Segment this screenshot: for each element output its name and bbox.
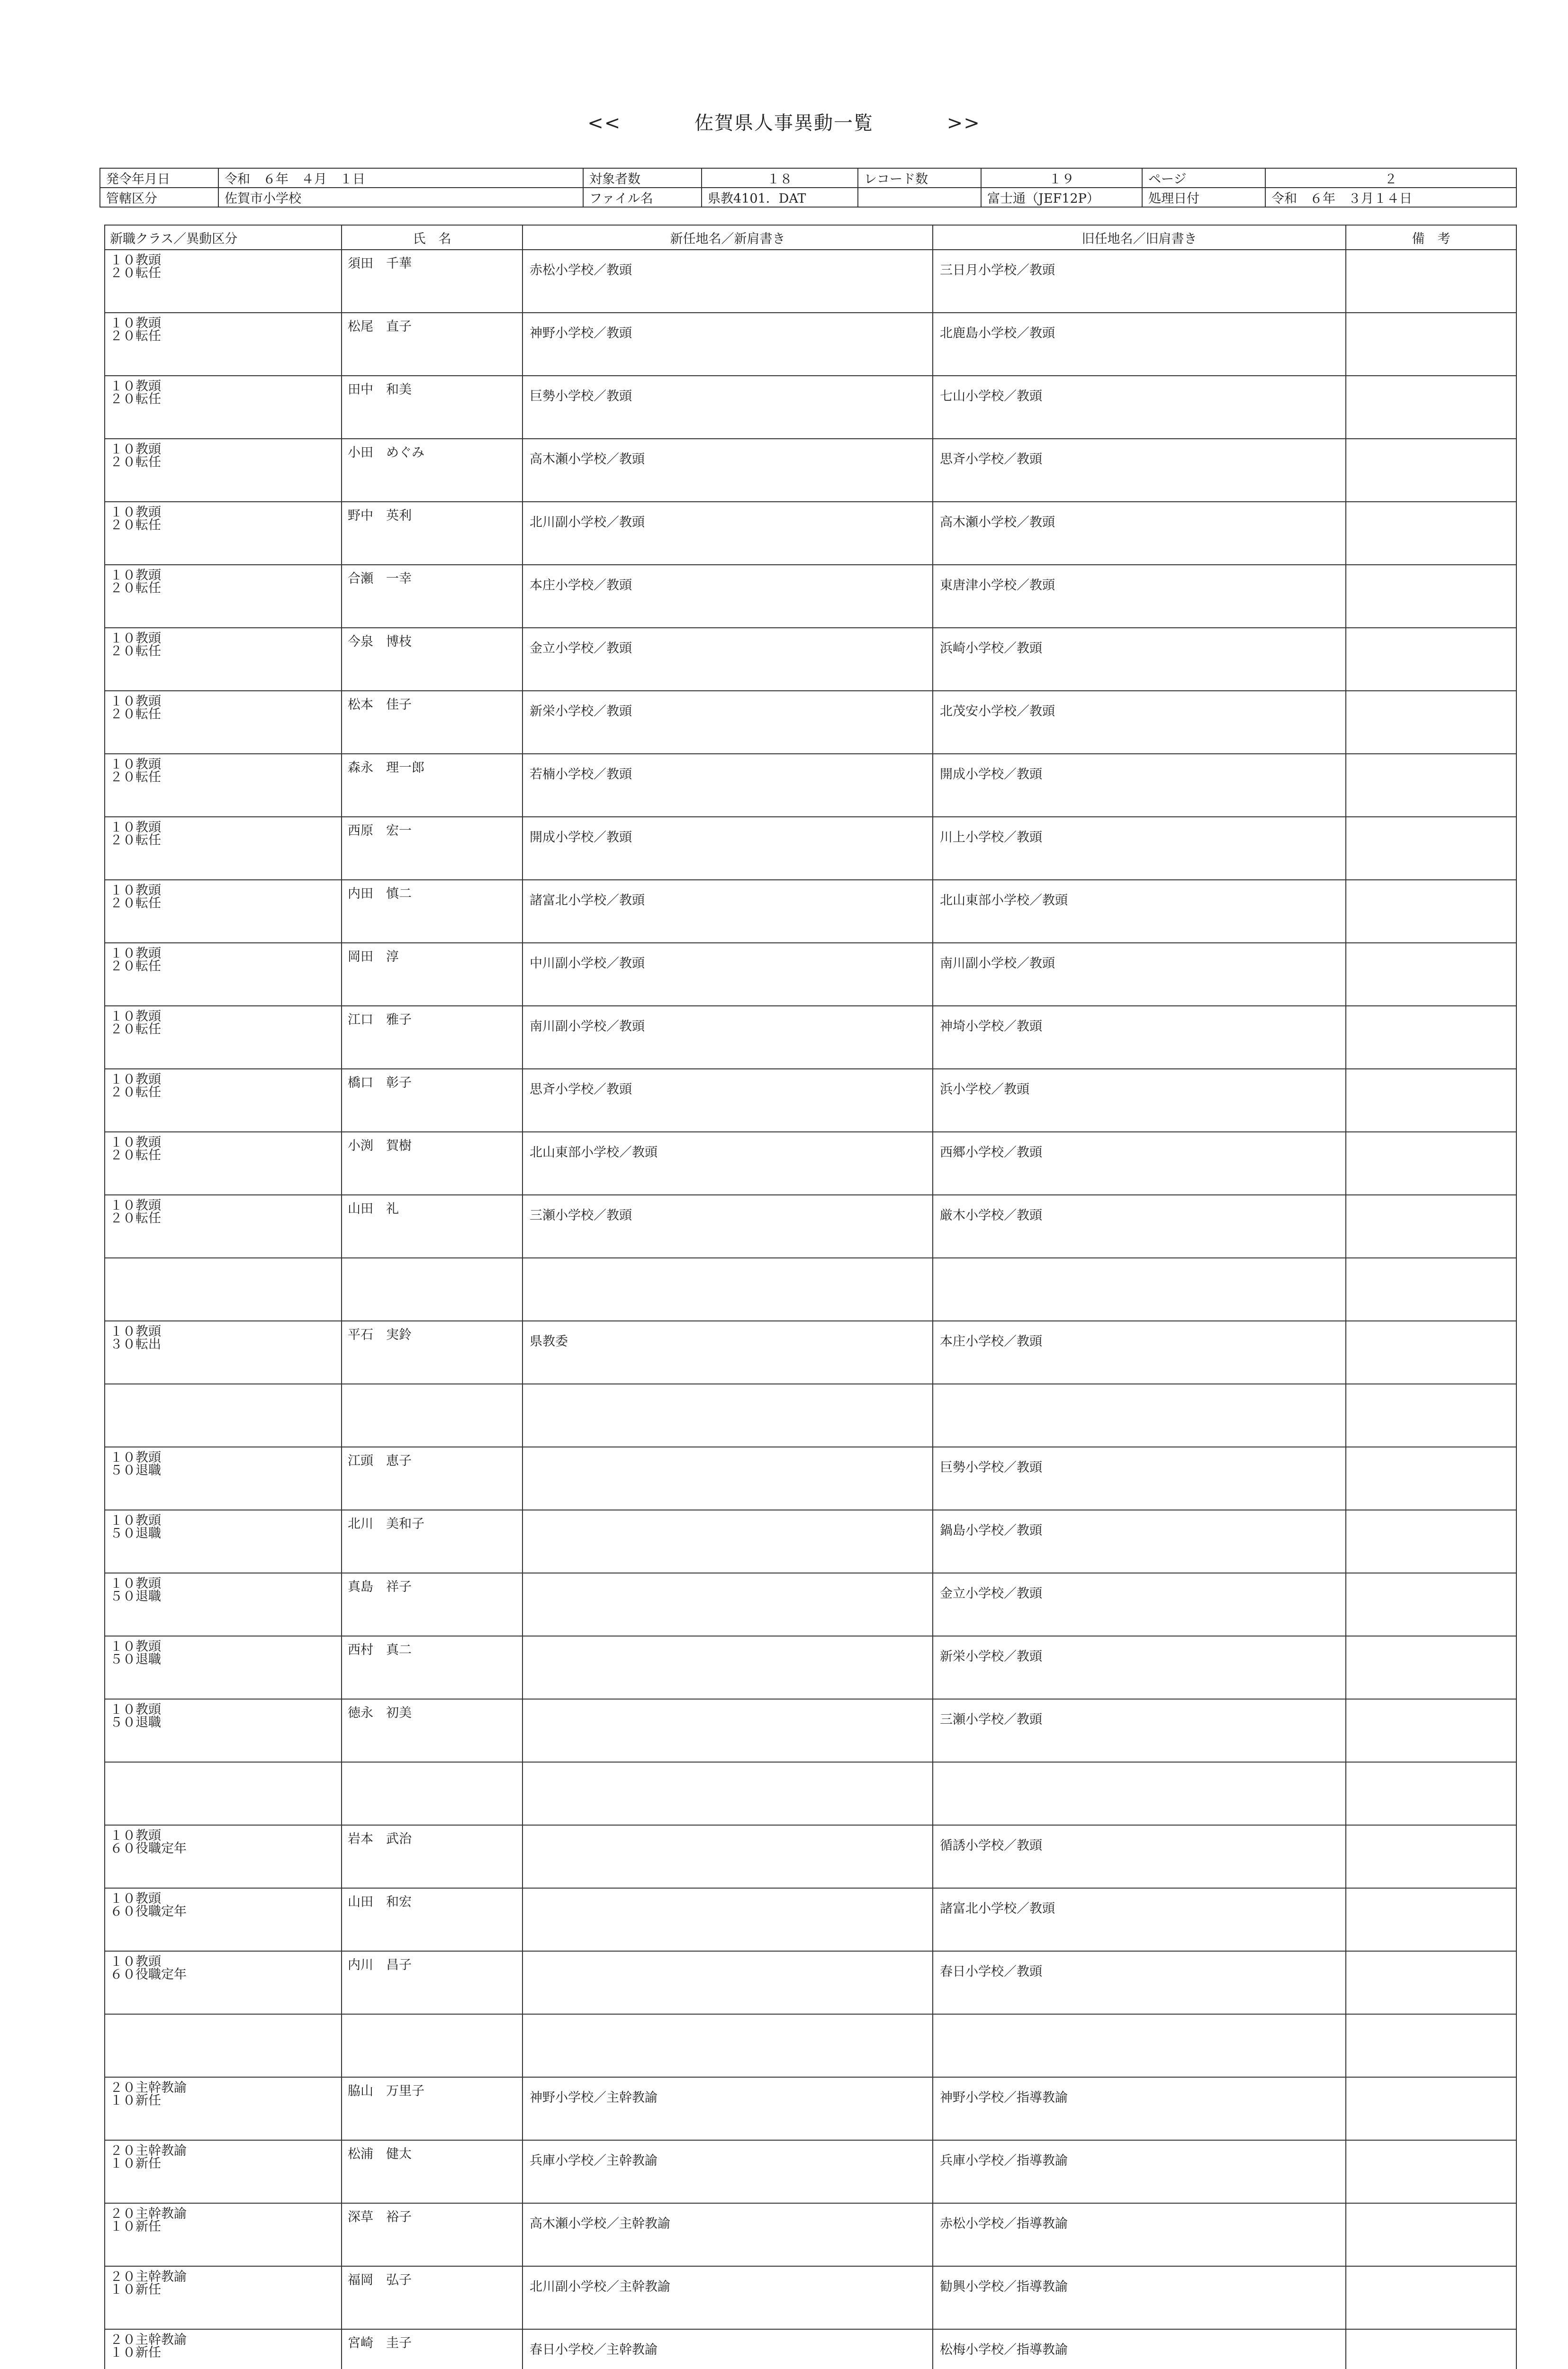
class-cell: ２０主幹教諭 １０新任 (105, 2077, 342, 2140)
table-row (105, 1951, 1516, 2014)
table-row (105, 250, 1516, 313)
header-value: ２ (1265, 168, 1516, 188)
old-post-cell: 北山東部小学校／教頭 (933, 880, 1346, 943)
old-post-cell: 浜崎小学校／教頭 (933, 628, 1346, 691)
table-row (105, 313, 1516, 376)
name-cell: 須田 千華 (342, 250, 523, 313)
table-header-row (105, 225, 1516, 250)
table-row (105, 754, 1516, 817)
header-label: ページ (1142, 168, 1265, 188)
old-post-cell: 赤松小学校／指導教諭 (933, 2203, 1346, 2266)
remarks-cell (1346, 565, 1516, 628)
column-header-class: 新職クラス／異動区分 (105, 225, 342, 250)
new-post-cell (523, 1762, 933, 1825)
old-post-cell: 兵庫小学校／指導教諭 (933, 2140, 1346, 2203)
name-cell: 岡田 淳 (342, 943, 523, 1006)
new-post-cell: 開成小学校／教頭 (523, 817, 933, 880)
column-header-remarks: 備 考 (1346, 225, 1516, 250)
transfer-table (104, 225, 1517, 2369)
name-cell (342, 2014, 523, 2077)
name-cell: 江口 雅子 (342, 1006, 523, 1069)
header-row-1 (100, 168, 1516, 188)
name-cell: 宮崎 圭子 (342, 2329, 523, 2369)
remarks-cell (1346, 1762, 1516, 1825)
old-post-cell: 循誘小学校／教頭 (933, 1825, 1346, 1888)
table-row (105, 2266, 1516, 2329)
old-post-cell: 高木瀬小学校／教頭 (933, 502, 1346, 565)
new-post-cell: 中川副小学校／教頭 (523, 943, 933, 1006)
class-cell: １０教頭 ２０転任 (105, 1006, 342, 1069)
remarks-cell (1346, 1447, 1516, 1510)
table-row (105, 691, 1516, 754)
title-right-mark: >> (946, 112, 981, 134)
remarks-cell (1346, 1636, 1516, 1699)
table-row (105, 1699, 1516, 1762)
class-cell: １０教頭 ２０転任 (105, 439, 342, 502)
remarks-cell (1346, 1825, 1516, 1888)
table-row (105, 628, 1516, 691)
table-row (105, 943, 1516, 1006)
new-post-cell: 南川副小学校／教頭 (523, 1006, 933, 1069)
table-row (105, 1321, 1516, 1384)
remarks-cell (1346, 439, 1516, 502)
remarks-cell (1346, 1006, 1516, 1069)
class-cell: １０教頭 ２０転任 (105, 250, 342, 313)
new-post-cell: 新栄小学校／教頭 (523, 691, 933, 754)
header-row-2 (100, 188, 1516, 207)
remarks-cell (1346, 313, 1516, 376)
old-post-cell: 三瀬小学校／教頭 (933, 1699, 1346, 1762)
new-post-cell (523, 1888, 933, 1951)
new-post-cell: 若楠小学校／教頭 (523, 754, 933, 817)
class-cell (105, 1258, 342, 1321)
old-post-cell: 神野小学校／指導教諭 (933, 2077, 1346, 2140)
old-post-cell: 巨勢小学校／教頭 (933, 1447, 1346, 1510)
new-post-cell (523, 2014, 933, 2077)
new-post-cell: 高木瀬小学校／主幹教諭 (523, 2203, 933, 2266)
remarks-cell (1346, 817, 1516, 880)
new-post-cell: 三瀬小学校／教頭 (523, 1195, 933, 1258)
name-cell: 平石 実鈴 (342, 1321, 523, 1384)
new-post-cell: 春日小学校／主幹教諭 (523, 2329, 933, 2369)
remarks-cell (1346, 1573, 1516, 1636)
new-post-cell: 諸富北小学校／教頭 (523, 880, 933, 943)
old-post-cell: 西郷小学校／教頭 (933, 1132, 1346, 1195)
class-cell: ２０主幹教諭 １０新任 (105, 2203, 342, 2266)
new-post-cell: 神野小学校／主幹教諭 (523, 2077, 933, 2140)
new-post-cell: 本庄小学校／教頭 (523, 565, 933, 628)
class-cell: １０教頭 ２０転任 (105, 313, 342, 376)
class-cell: １０教頭 ５０退職 (105, 1699, 342, 1762)
table-row (105, 1195, 1516, 1258)
old-post-cell: 北鹿島小学校／教頭 (933, 313, 1346, 376)
new-post-cell (523, 1825, 933, 1888)
class-cell (105, 2014, 342, 2077)
table-row (105, 2329, 1516, 2369)
new-post-cell (523, 1258, 933, 1321)
new-post-cell: 思斉小学校／教頭 (523, 1069, 933, 1132)
class-cell: １０教頭 ２０転任 (105, 1195, 342, 1258)
name-cell (342, 1384, 523, 1447)
table-row (105, 2140, 1516, 2203)
table-row (105, 1825, 1516, 1888)
old-post-cell: 金立小学校／教頭 (933, 1573, 1346, 1636)
name-cell: 福岡 弘子 (342, 2266, 523, 2329)
name-cell: 江頭 恵子 (342, 1447, 523, 1510)
old-post-cell: 川上小学校／教頭 (933, 817, 1346, 880)
table-row (105, 817, 1516, 880)
old-post-cell: 松梅小学校／指導教諭 (933, 2329, 1346, 2369)
name-cell: 田中 和美 (342, 376, 523, 439)
new-post-cell: 赤松小学校／教頭 (523, 250, 933, 313)
name-cell: 山田 和宏 (342, 1888, 523, 1951)
new-post-cell (523, 1384, 933, 1447)
remarks-cell (1346, 691, 1516, 754)
class-cell: １０教頭 ６０役職定年 (105, 1825, 342, 1888)
name-cell: 今泉 博枝 (342, 628, 523, 691)
name-cell: 合瀬 一幸 (342, 565, 523, 628)
table-row (105, 1762, 1516, 1825)
header-value: １８ (702, 168, 858, 188)
remarks-cell (1346, 1510, 1516, 1573)
class-cell: １０教頭 ２０転任 (105, 754, 342, 817)
page-title (0, 108, 1568, 135)
class-cell: １０教頭 ２０転任 (105, 376, 342, 439)
new-post-cell (523, 1510, 933, 1573)
class-cell: １０教頭 ２０転任 (105, 1069, 342, 1132)
old-post-cell: 浜小学校／教頭 (933, 1069, 1346, 1132)
name-cell: 松本 佳子 (342, 691, 523, 754)
class-cell: １０教頭 ６０役職定年 (105, 1951, 342, 2014)
old-post-cell: 北茂安小学校／教頭 (933, 691, 1346, 754)
class-cell: ２０主幹教諭 １０新任 (105, 2140, 342, 2203)
class-cell: １０教頭 ２０転任 (105, 880, 342, 943)
new-post-cell: 北川副小学校／主幹教諭 (523, 2266, 933, 2329)
remarks-cell (1346, 628, 1516, 691)
class-cell: １０教頭 ３０転出 (105, 1321, 342, 1384)
table-row (105, 1384, 1516, 1447)
name-cell: 山田 礼 (342, 1195, 523, 1258)
old-post-cell (933, 1762, 1346, 1825)
table-row (105, 565, 1516, 628)
remarks-cell (1346, 1699, 1516, 1762)
class-cell (105, 1762, 342, 1825)
header-value: 令和 ６年 ４月 １日 (218, 168, 583, 188)
new-post-cell (523, 1699, 933, 1762)
old-post-cell: 南川副小学校／教頭 (933, 943, 1346, 1006)
table-row (105, 1069, 1516, 1132)
header-value: 県教4101．DAT (702, 188, 858, 207)
new-post-cell: 兵庫小学校／主幹教諭 (523, 2140, 933, 2203)
header-label: 管轄区分 (100, 188, 218, 207)
column-header-old-post: 旧任地名／旧肩書き (933, 225, 1346, 250)
old-post-cell: 本庄小学校／教頭 (933, 1321, 1346, 1384)
name-cell: 西村 真二 (342, 1636, 523, 1699)
old-post-cell: 新栄小学校／教頭 (933, 1636, 1346, 1699)
column-header-new-post: 新任地名／新肩書き (523, 225, 933, 250)
table-row (105, 1132, 1516, 1195)
table-row (105, 1510, 1516, 1573)
name-cell: 徳永 初美 (342, 1699, 523, 1762)
old-post-cell: 七山小学校／教頭 (933, 376, 1346, 439)
name-cell: 小渕 賀樹 (342, 1132, 523, 1195)
class-cell: １０教頭 ２０転任 (105, 628, 342, 691)
header-label (858, 188, 981, 207)
old-post-cell (933, 2014, 1346, 2077)
remarks-cell (1346, 880, 1516, 943)
header-label: 処理日付 (1142, 188, 1265, 207)
old-post-cell: 神埼小学校／教頭 (933, 1006, 1346, 1069)
remarks-cell (1346, 1888, 1516, 1951)
new-post-cell (523, 1636, 933, 1699)
old-post-cell: 春日小学校／教頭 (933, 1951, 1346, 2014)
new-post-cell (523, 1951, 933, 2014)
header-value: 富士通（JEF12P） (981, 188, 1142, 207)
table-row (105, 1888, 1516, 1951)
name-cell: 脇山 万里子 (342, 2077, 523, 2140)
class-cell: １０教頭 ２０転任 (105, 565, 342, 628)
remarks-cell (1346, 1132, 1516, 1195)
name-cell (342, 1258, 523, 1321)
class-cell: １０教頭 ５０退職 (105, 1573, 342, 1636)
remarks-cell (1346, 1384, 1516, 1447)
class-cell: １０教頭 ５０退職 (105, 1636, 342, 1699)
remarks-cell (1346, 2014, 1516, 2077)
remarks-cell (1346, 1069, 1516, 1132)
table-row (105, 1006, 1516, 1069)
header-value: 佐賀市小学校 (218, 188, 583, 207)
table-row (105, 1636, 1516, 1699)
new-post-cell: 神野小学校／教頭 (523, 313, 933, 376)
title-left-mark: << (587, 112, 622, 134)
class-cell: １０教頭 ２０転任 (105, 691, 342, 754)
old-post-cell: 東唐津小学校／教頭 (933, 565, 1346, 628)
header-label: 対象者数 (583, 168, 702, 188)
header-info-table (99, 168, 1517, 208)
new-post-cell: 県教委 (523, 1321, 933, 1384)
old-post-cell (933, 1258, 1346, 1321)
remarks-cell (1346, 1321, 1516, 1384)
remarks-cell (1346, 1258, 1516, 1321)
class-cell: １０教頭 ２０転任 (105, 817, 342, 880)
new-post-cell (523, 1447, 933, 1510)
new-post-cell: 巨勢小学校／教頭 (523, 376, 933, 439)
old-post-cell: 思斉小学校／教頭 (933, 439, 1346, 502)
title-text: 佐賀県人事異動一覧 (694, 112, 874, 134)
remarks-cell (1346, 502, 1516, 565)
name-cell (342, 1762, 523, 1825)
header-label: ファイル名 (583, 188, 702, 207)
new-post-cell (523, 1573, 933, 1636)
new-post-cell: 金立小学校／教頭 (523, 628, 933, 691)
name-cell: 北川 美和子 (342, 1510, 523, 1573)
header-label: 発令年月日 (100, 168, 218, 188)
header-label: レコード数 (858, 168, 981, 188)
old-post-cell: 開成小学校／教頭 (933, 754, 1346, 817)
remarks-cell (1346, 2140, 1516, 2203)
old-post-cell: 勧興小学校／指導教諭 (933, 2266, 1346, 2329)
table-row (105, 2014, 1516, 2077)
remarks-cell (1346, 2329, 1516, 2369)
table-row (105, 376, 1516, 439)
class-cell: １０教頭 ２０転任 (105, 943, 342, 1006)
remarks-cell (1346, 250, 1516, 313)
new-post-cell: 高木瀬小学校／教頭 (523, 439, 933, 502)
old-post-cell (933, 1384, 1346, 1447)
table-row (105, 2203, 1516, 2266)
table-row (105, 502, 1516, 565)
table-row (105, 2077, 1516, 2140)
name-cell: 真島 祥子 (342, 1573, 523, 1636)
name-cell: 橋口 彰子 (342, 1069, 523, 1132)
remarks-cell (1346, 2077, 1516, 2140)
remarks-cell (1346, 376, 1516, 439)
header-value: 令和 ６年 ３月１４日 (1265, 188, 1516, 207)
name-cell: 小田 めぐみ (342, 439, 523, 502)
class-cell: １０教頭 ５０退職 (105, 1447, 342, 1510)
remarks-cell (1346, 943, 1516, 1006)
name-cell: 松浦 健太 (342, 2140, 523, 2203)
column-header-name: 氏 名 (342, 225, 523, 250)
class-cell (105, 1384, 342, 1447)
old-post-cell: 鍋島小学校／教頭 (933, 1510, 1346, 1573)
name-cell: 松尾 直子 (342, 313, 523, 376)
class-cell: １０教頭 ２０転任 (105, 1132, 342, 1195)
class-cell: １０教頭 ６０役職定年 (105, 1888, 342, 1951)
class-cell: ２０主幹教諭 １０新任 (105, 2266, 342, 2329)
remarks-cell (1346, 2203, 1516, 2266)
remarks-cell (1346, 1195, 1516, 1258)
table-row (105, 439, 1516, 502)
table-row (105, 880, 1516, 943)
old-post-cell: 三日月小学校／教頭 (933, 250, 1346, 313)
old-post-cell: 諸富北小学校／教頭 (933, 1888, 1346, 1951)
table-row (105, 1258, 1516, 1321)
name-cell: 森永 理一郎 (342, 754, 523, 817)
remarks-cell (1346, 2266, 1516, 2329)
class-cell: １０教頭 ２０転任 (105, 502, 342, 565)
table-row (105, 1573, 1516, 1636)
name-cell: 岩本 武治 (342, 1825, 523, 1888)
class-cell: １０教頭 ５０退職 (105, 1510, 342, 1573)
remarks-cell (1346, 754, 1516, 817)
header-value: １９ (981, 168, 1142, 188)
old-post-cell: 厳木小学校／教頭 (933, 1195, 1346, 1258)
new-post-cell: 北山東部小学校／教頭 (523, 1132, 933, 1195)
new-post-cell: 北川副小学校／教頭 (523, 502, 933, 565)
name-cell: 内田 慎二 (342, 880, 523, 943)
name-cell: 野中 英利 (342, 502, 523, 565)
table-row (105, 1447, 1516, 1510)
name-cell: 深草 裕子 (342, 2203, 523, 2266)
name-cell: 内川 昌子 (342, 1951, 523, 2014)
remarks-cell (1346, 1951, 1516, 2014)
name-cell: 西原 宏一 (342, 817, 523, 880)
class-cell: ２０主幹教諭 １０新任 (105, 2329, 342, 2369)
